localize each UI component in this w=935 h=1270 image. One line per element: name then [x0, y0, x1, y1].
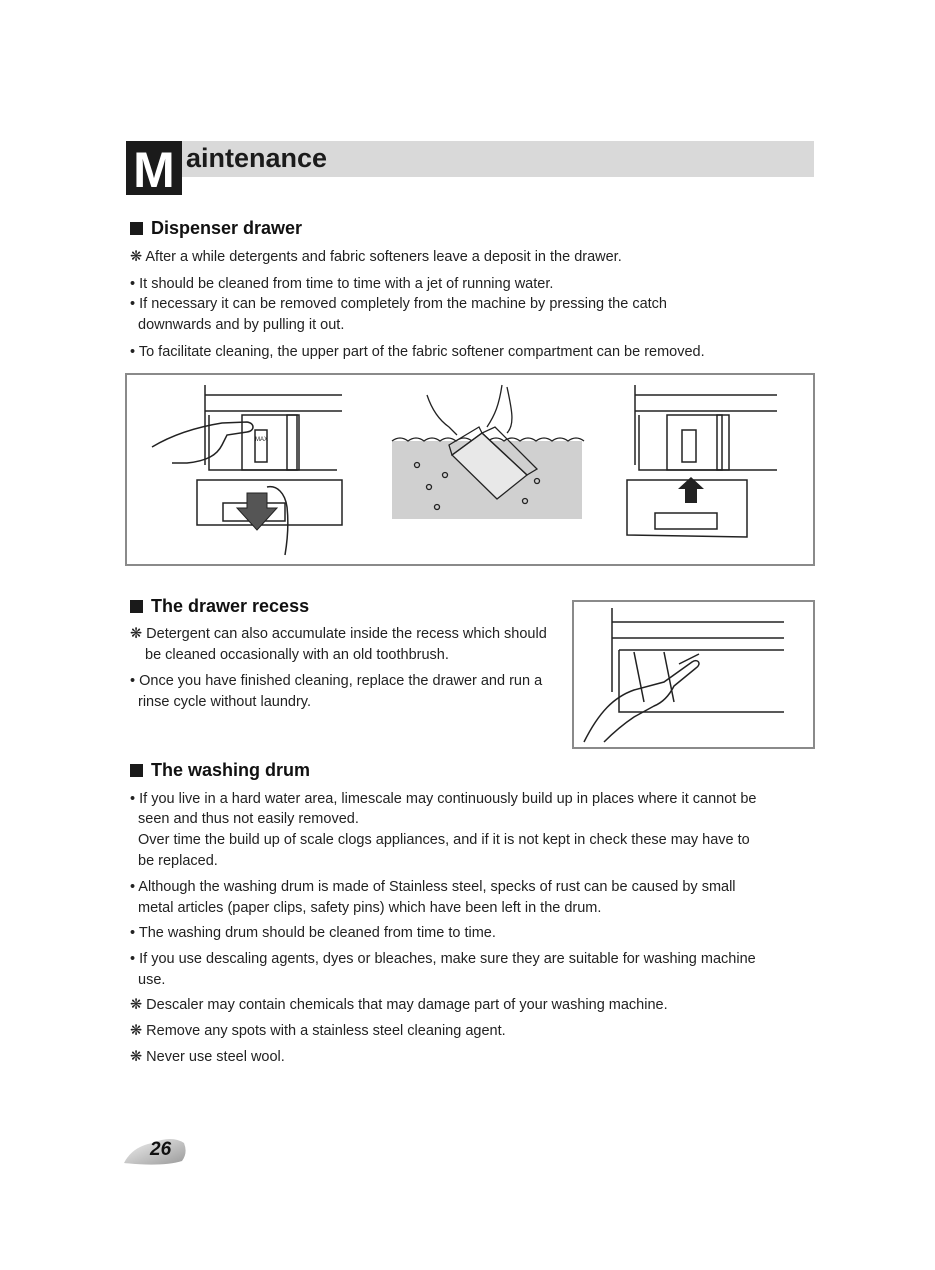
dispenser-line: downwards and by pulling it out.	[138, 317, 345, 333]
drum-line: • The washing drum should be cleaned from time to time.	[130, 925, 496, 941]
square-bullet-icon	[130, 764, 143, 777]
recess-illustration	[574, 602, 813, 747]
section-heading-dispenser	[130, 218, 302, 239]
drum-line: seen and thus not easily removed.	[138, 811, 359, 827]
drum-line: ❋ Remove any spots with a stainless steel cleaning agent.	[130, 1023, 506, 1039]
recess-line: ❋ Detergent can also accumulate inside the recess which should	[130, 626, 547, 642]
drum-line: be replaced.	[138, 853, 218, 869]
recess-figure	[572, 600, 815, 749]
drum-line: • If you use descaling agents, dyes or bleaches, make sure they are suitable for washing machine	[130, 951, 756, 967]
dispenser-line: • If necessary it can be removed completely from the machine by pressing the catch	[130, 296, 667, 312]
drum-line: • If you live in a hard water area, limescale may continuously build up in places where it cannot be	[130, 791, 757, 807]
dispenser-line: ❋ After a while detergents and fabric softeners leave a deposit in the drawer.	[130, 249, 622, 265]
recess-line: be cleaned occasionally with an old toothbrush.	[145, 647, 449, 663]
square-bullet-icon	[130, 222, 143, 235]
square-bullet-icon	[130, 600, 143, 613]
drum-line: Over time the build up of scale clogs appliances, and if it is not kept in check these may have to	[138, 832, 750, 848]
dispenser-line: • It should be cleaned from time to time with a jet of running water.	[130, 276, 554, 292]
drum-line: ❋ Never use steel wool.	[130, 1049, 285, 1065]
dispenser-figure	[125, 373, 815, 566]
max-label: MAX	[255, 437, 269, 443]
recess-line: • Once you have finished cleaning, replace the drawer and run a	[130, 673, 543, 689]
drum-line: metal articles (paper clips, safety pins) which have been left in the drum.	[138, 900, 602, 916]
dispenser-heading: Dispenser drawer	[151, 218, 303, 238]
page-title: aintenance	[186, 143, 328, 173]
drum-line: ❋ Descaler may contain chemicals that may damage part of your washing machine.	[130, 997, 668, 1013]
section-heading-recess	[130, 596, 309, 617]
drum-line: use.	[138, 972, 166, 988]
dispenser-illustrations	[127, 375, 813, 564]
recess-line: rinse cycle without laundry.	[138, 694, 312, 710]
title-initial: M	[126, 141, 182, 195]
section-heading-drum	[130, 760, 310, 781]
recess-heading: The drawer recess	[151, 596, 310, 616]
page-number: 26	[150, 1139, 172, 1160]
dispenser-line: • To facilitate cleaning, the upper part of the fabric softener compartment can be removed.	[130, 344, 705, 360]
drum-heading: The washing drum	[151, 760, 311, 780]
drum-line: • Although the washing drum is made of Stainless steel, specks of rust can be caused by small	[130, 879, 736, 895]
